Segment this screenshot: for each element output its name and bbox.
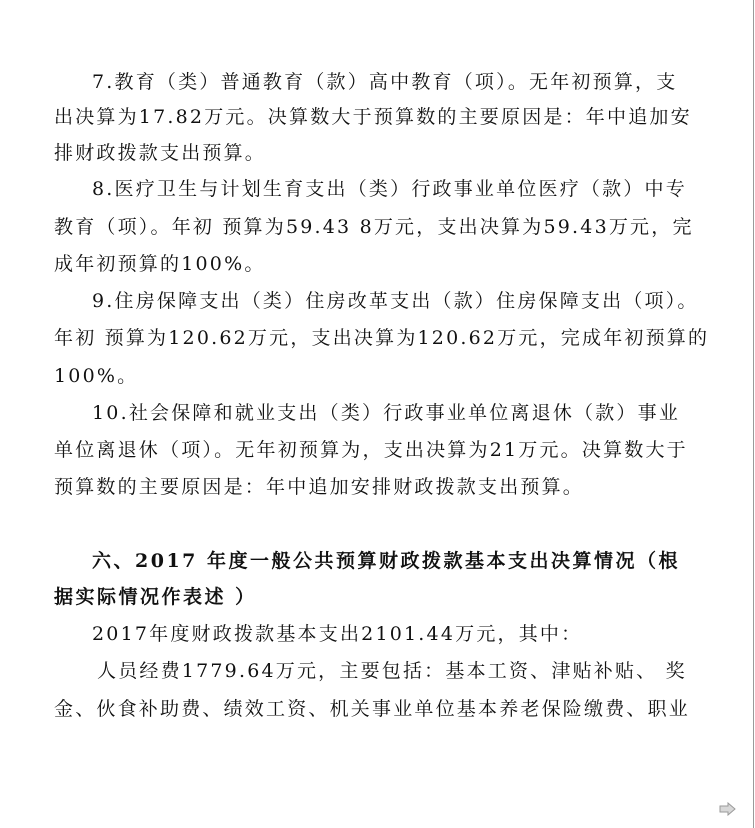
next-page-arrow-icon[interactable]	[719, 802, 739, 816]
personnel-expenses-line-1: 人员经费1779.64万元，主要包括：基本工资、津贴补贴、 奖	[97, 660, 687, 682]
paragraph-10-line-1: 10.社会保障和就业支出（类）行政事业单位离退休（款）事业	[92, 402, 681, 424]
paragraph-8-line-1: 8.医疗卫生与计划生育支出（类）行政事业单位医疗（款）中专	[92, 178, 687, 200]
basic-expenditure-summary: 2017年度财政拨款基本支出2101.44万元，其中：	[92, 623, 583, 645]
paragraph-7-line-3: 排财政拨款支出预算。	[54, 142, 267, 164]
paragraph-9-line-1: 9.住房保障支出（类）住房改革支出（款）住房保障支出（项）。	[92, 290, 699, 312]
paragraph-7-line-2: 出决算为17.82万元。决算数大于预算数的主要原因是：年中追加安	[54, 106, 692, 128]
paragraph-9-line-3: 100%。	[54, 365, 139, 387]
paragraph-8-line-2: 教育（项）。年初 预算为59.43 8万元，支出决算为59.43万元，完	[54, 216, 694, 238]
paragraph-7-line-1: 7.教育（类）普通教育（款）高中教育（项）。无年初预算，支	[92, 71, 678, 93]
paragraph-9-line-2: 年初 预算为120.62万元，支出决算为120.62万元，完成年初预算的	[54, 327, 710, 349]
paragraph-10-line-3: 预算数的主要原因是：年中追加安排财政拨款支出预算。	[54, 476, 585, 498]
section-6-heading-line-1: 六、2017 年度一般公共预算财政拨款基本支出决算情况（根	[92, 550, 680, 572]
section-6-heading-line-2: 据实际情况作表述 ）	[54, 586, 257, 608]
paragraph-10-line-2: 单位离退休（项）。无年初预算为，支出决算为21万元。决算数大于	[54, 439, 688, 461]
personnel-expenses-line-2: 金、伙食补助费、绩效工资、机关事业单位基本养老保险缴费、职业	[54, 698, 691, 720]
paragraph-8-line-3: 成年初预算的100%。	[54, 253, 266, 275]
